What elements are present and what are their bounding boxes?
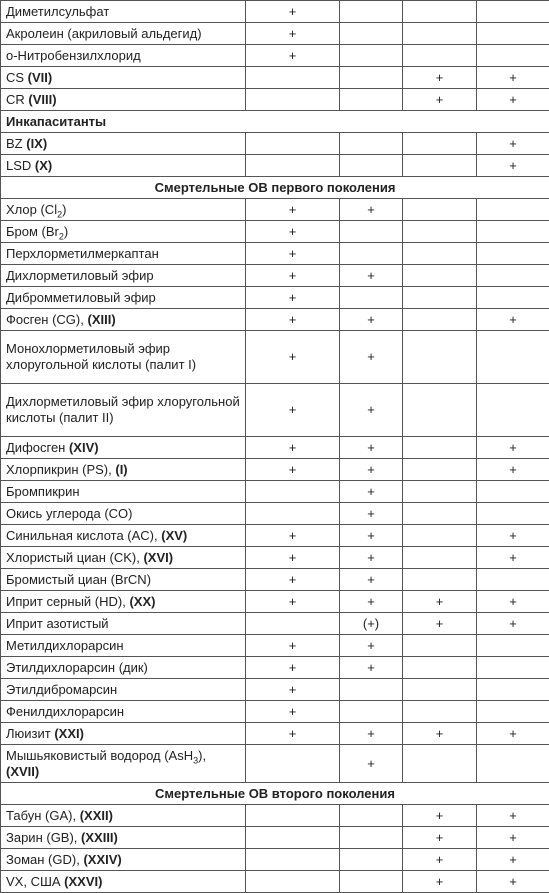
mark-cell: + [340, 309, 403, 331]
table-row [1, 1, 549, 23]
agent-name: Перхлорметилмеркаптан [6, 246, 159, 261]
mark-cell: + [477, 591, 549, 613]
table-row [1, 657, 549, 679]
mark-cell [403, 331, 477, 384]
agent-name: Хлористый циан (CK), [6, 550, 143, 565]
mark-cell [403, 657, 477, 679]
agent-name: Фенилдихлорарсин [6, 704, 124, 719]
agent-name-cell [1, 459, 246, 481]
table-row [1, 805, 549, 827]
compound-number: (XXI) [54, 726, 84, 741]
mark-cell [477, 1, 549, 23]
table-body [1, 1, 549, 893]
mark-cell: + [246, 45, 340, 67]
agent-name: Табун (GA), [6, 808, 80, 823]
compound-number: (XIV) [69, 440, 99, 455]
mark-cell [403, 45, 477, 67]
mark-cell [403, 265, 477, 287]
table-row [1, 827, 549, 849]
agent-name-cell [1, 657, 246, 679]
mark-cell: + [340, 591, 403, 613]
mark-cell [477, 745, 549, 783]
mark-cell: + [246, 1, 340, 23]
agent-name: Синильная кислота (AC), [6, 528, 161, 543]
agent-name: Монохлорметиловый эфир хлоругольной кислоты (палит I) [6, 341, 196, 372]
mark-cell: + [246, 591, 340, 613]
mark-cell: + [246, 635, 340, 657]
mark-cell: + [403, 805, 477, 827]
mark-cell: + [340, 657, 403, 679]
compound-number: (VII) [28, 70, 53, 85]
mark-cell [340, 849, 403, 871]
agent-name: LSD [6, 158, 35, 173]
table-row [1, 723, 549, 745]
agent-name-cell [1, 591, 246, 613]
mark-cell [340, 45, 403, 67]
agent-name: Фосген (CG), [6, 312, 87, 327]
mark-cell: + [477, 309, 549, 331]
compound-number: (XIII) [87, 312, 115, 327]
mark-cell: + [477, 67, 549, 89]
table-row [1, 701, 549, 723]
agent-name-cell [1, 45, 246, 67]
agent-name: Дихлорметиловый эфир [6, 268, 154, 283]
agent-name-cell [1, 437, 246, 459]
mark-cell: + [403, 613, 477, 635]
mark-cell [477, 221, 549, 243]
mark-cell: + [477, 89, 549, 111]
agent-name: Диметилсульфат [6, 4, 109, 19]
mark-cell: + [477, 155, 549, 177]
table-row [1, 384, 549, 437]
agent-name-cell [1, 701, 246, 723]
table-row [1, 221, 549, 243]
mark-cell [403, 23, 477, 45]
agent-name-cell [1, 503, 246, 525]
mark-cell [403, 679, 477, 701]
mark-cell [403, 384, 477, 437]
table-row [1, 243, 549, 265]
agent-name: Метилдихлорарсин [6, 638, 124, 653]
mark-cell [340, 89, 403, 111]
agent-name-cell [1, 849, 246, 871]
agent-name-suffix: ) [64, 224, 68, 239]
agent-name-cell [1, 613, 246, 635]
mark-cell: + [340, 265, 403, 287]
compound-number: (I) [115, 462, 127, 477]
agent-name: Иприт серный (HD), [6, 594, 129, 609]
mark-cell [340, 679, 403, 701]
mark-cell [403, 635, 477, 657]
table-row [1, 849, 549, 871]
mark-cell [340, 221, 403, 243]
agent-name-cell [1, 745, 246, 783]
mark-cell [403, 1, 477, 23]
mark-cell: + [246, 437, 340, 459]
agent-name-cell [1, 67, 246, 89]
agent-name: Хлорпикрин (PS), [6, 462, 115, 477]
mark-cell [403, 221, 477, 243]
table-row [1, 591, 549, 613]
agent-name-cell [1, 723, 246, 745]
table-row [1, 871, 549, 893]
compound-number: (XVII) [6, 764, 39, 779]
mark-cell [246, 805, 340, 827]
mark-cell [403, 459, 477, 481]
mark-cell [246, 849, 340, 871]
table-row [1, 679, 549, 701]
agent-name: Акролеин (акриловый альдегид) [6, 26, 202, 41]
section-header-row [1, 111, 549, 133]
mark-cell [477, 503, 549, 525]
agent-name: CR [6, 92, 28, 107]
table-row [1, 525, 549, 547]
mark-cell: + [246, 243, 340, 265]
mark-cell [403, 155, 477, 177]
agent-name-cell [1, 569, 246, 591]
agent-name: Зарин (GB), [6, 830, 81, 845]
agent-name: Бромпикрин [6, 484, 80, 499]
compound-number: (IX) [26, 136, 47, 151]
mark-cell: + [403, 67, 477, 89]
mark-cell [246, 827, 340, 849]
table-row [1, 481, 549, 503]
mark-cell: + [246, 679, 340, 701]
mark-cell: + [403, 89, 477, 111]
table-row [1, 569, 549, 591]
mark-cell [477, 481, 549, 503]
agent-name-cell [1, 309, 246, 331]
mark-cell [246, 503, 340, 525]
mark-cell [340, 805, 403, 827]
mark-cell: + [477, 133, 549, 155]
agent-name-cell [1, 89, 246, 111]
mark-cell [477, 635, 549, 657]
table-row [1, 199, 549, 221]
table-row [1, 503, 549, 525]
mark-cell [403, 287, 477, 309]
mark-cell [403, 745, 477, 783]
mark-cell [246, 871, 340, 893]
mark-cell: + [340, 723, 403, 745]
compound-number: (XXIII) [81, 830, 118, 845]
table-row [1, 45, 549, 67]
agent-name-cell [1, 384, 246, 437]
mark-cell: + [340, 199, 403, 221]
agent-name-suffix: ), [198, 748, 206, 763]
agent-name-cell [1, 221, 246, 243]
agent-name-cell [1, 23, 246, 45]
mark-cell [340, 155, 403, 177]
mark-cell [403, 701, 477, 723]
mark-cell: + [246, 199, 340, 221]
agent-name: BZ [6, 136, 26, 151]
agent-name: Хлор (Cl [6, 202, 57, 217]
table-row [1, 745, 549, 783]
mark-cell: + [477, 525, 549, 547]
mark-cell: (+) [340, 613, 403, 635]
agent-name-cell [1, 265, 246, 287]
mark-cell [403, 437, 477, 459]
mark-cell: + [477, 871, 549, 893]
mark-cell: + [340, 331, 403, 384]
mark-cell [246, 67, 340, 89]
mark-cell: + [477, 849, 549, 871]
mark-cell: + [477, 827, 549, 849]
mark-cell: + [246, 221, 340, 243]
mark-cell: + [246, 701, 340, 723]
mark-cell [340, 67, 403, 89]
mark-cell [477, 701, 549, 723]
agent-name-suffix: ) [62, 202, 66, 217]
mark-cell: + [246, 525, 340, 547]
section-header-row [1, 783, 549, 805]
mark-cell [477, 569, 549, 591]
mark-cell [403, 547, 477, 569]
agent-name: CS [6, 70, 28, 85]
agent-name: Этилдибромарсин [6, 682, 117, 697]
mark-cell [477, 45, 549, 67]
mark-cell [403, 569, 477, 591]
mark-cell: + [477, 723, 549, 745]
table-row [1, 89, 549, 111]
agent-name-cell [1, 871, 246, 893]
mark-cell [340, 287, 403, 309]
agent-name-cell [1, 155, 246, 177]
mark-cell: + [403, 827, 477, 849]
mark-cell: + [340, 745, 403, 783]
table-row [1, 331, 549, 384]
mark-cell: + [246, 309, 340, 331]
agent-name-cell [1, 287, 246, 309]
mark-cell: + [246, 331, 340, 384]
mark-cell [246, 613, 340, 635]
compound-number: (XVI) [143, 550, 173, 565]
agent-name: Дифосген [6, 440, 69, 455]
compound-number: (VIII) [28, 92, 56, 107]
agent-name-cell [1, 133, 246, 155]
compound-number: (XV) [161, 528, 187, 543]
mark-cell [340, 133, 403, 155]
agent-name-cell [1, 525, 246, 547]
mark-cell [477, 331, 549, 384]
mark-cell [403, 525, 477, 547]
agent-name-cell [1, 679, 246, 701]
mark-cell: + [403, 849, 477, 871]
mark-cell [477, 23, 549, 45]
mark-cell: + [403, 871, 477, 893]
mark-cell: + [246, 657, 340, 679]
mark-cell [340, 1, 403, 23]
mark-cell: + [246, 459, 340, 481]
mark-cell: + [340, 547, 403, 569]
table-row [1, 23, 549, 45]
mark-cell [477, 384, 549, 437]
mark-cell [340, 23, 403, 45]
mark-cell: + [477, 437, 549, 459]
mark-cell: + [246, 265, 340, 287]
mark-cell [477, 287, 549, 309]
mark-cell: + [477, 459, 549, 481]
agent-name-cell [1, 199, 246, 221]
agent-name: о-Нитробензилхлорид [6, 48, 141, 63]
compound-number: (XXIV) [83, 852, 121, 867]
mark-cell [403, 199, 477, 221]
agent-name: Мышьяковистый водород (AsH [6, 748, 193, 763]
mark-cell [477, 243, 549, 265]
mark-cell: + [246, 23, 340, 45]
table-row [1, 155, 549, 177]
mark-cell [246, 89, 340, 111]
table-row [1, 67, 549, 89]
agent-name-cell [1, 1, 246, 23]
mark-cell [340, 827, 403, 849]
agent-name: Этилдихлорарсин (дик) [6, 660, 148, 675]
mark-cell: + [340, 384, 403, 437]
table-row [1, 459, 549, 481]
agent-name-cell [1, 635, 246, 657]
table-row [1, 613, 549, 635]
mark-cell: + [403, 591, 477, 613]
mark-cell: + [340, 569, 403, 591]
mark-cell [477, 199, 549, 221]
mark-cell: + [246, 723, 340, 745]
agent-name: Бромистый циан (BrCN) [6, 572, 151, 587]
mark-cell: + [340, 525, 403, 547]
formula-subscript: 2 [57, 209, 62, 219]
agent-name-cell [1, 805, 246, 827]
table-row [1, 309, 549, 331]
mark-cell: + [246, 384, 340, 437]
compound-number: (XXVI) [64, 874, 102, 889]
table-row [1, 547, 549, 569]
compound-number: (X) [35, 158, 52, 173]
mark-cell [340, 871, 403, 893]
compound-number: (XXII) [80, 808, 113, 823]
mark-cell [340, 701, 403, 723]
agent-name-cell [1, 481, 246, 503]
mark-cell [403, 309, 477, 331]
table-row [1, 133, 549, 155]
agent-name: VX, США [6, 874, 64, 889]
agent-name: Окись углерода (CO) [6, 506, 132, 521]
table-row [1, 437, 549, 459]
section-header-row [1, 177, 549, 199]
compound-number: (XX) [129, 594, 155, 609]
mark-cell: + [403, 723, 477, 745]
agent-name-cell [1, 243, 246, 265]
table-row [1, 635, 549, 657]
mark-cell [403, 133, 477, 155]
agent-name: Дихлорметиловый эфир хлоругольной кислоты (палит II) [6, 394, 240, 425]
agent-name: Иприт азотистый [6, 616, 109, 631]
agent-name-cell [1, 827, 246, 849]
mark-cell [246, 133, 340, 155]
section-header: Смертельные ОВ второго поколения [1, 783, 549, 805]
mark-cell [340, 243, 403, 265]
mark-cell [246, 745, 340, 783]
mark-cell: + [340, 481, 403, 503]
agent-name: Бром (Br [6, 224, 59, 239]
table-row [1, 265, 549, 287]
mark-cell [246, 155, 340, 177]
mark-cell [246, 481, 340, 503]
agent-name: Дибромметиловый эфир [6, 290, 156, 305]
mark-cell: + [340, 503, 403, 525]
mark-cell: + [246, 287, 340, 309]
mark-cell: + [477, 805, 549, 827]
mark-cell [477, 657, 549, 679]
mark-cell [403, 481, 477, 503]
mark-cell: + [340, 437, 403, 459]
mark-cell [477, 265, 549, 287]
mark-cell: + [340, 459, 403, 481]
formula-subscript: 3 [193, 755, 198, 765]
section-header: Инкапаситанты [1, 111, 549, 133]
agent-name-cell [1, 331, 246, 384]
mark-cell: + [477, 547, 549, 569]
agent-name: Люизит [6, 726, 54, 741]
agent-name: Зоман (GD), [6, 852, 83, 867]
table-row [1, 287, 549, 309]
mark-cell [403, 243, 477, 265]
mark-cell: + [246, 547, 340, 569]
agent-name-cell [1, 547, 246, 569]
section-header: Смертельные ОВ первого поколения [1, 177, 549, 199]
formula-subscript: 2 [59, 231, 64, 241]
mark-cell [477, 679, 549, 701]
mark-cell: + [477, 613, 549, 635]
mark-cell: + [340, 635, 403, 657]
mark-cell [403, 503, 477, 525]
mark-cell: + [246, 569, 340, 591]
